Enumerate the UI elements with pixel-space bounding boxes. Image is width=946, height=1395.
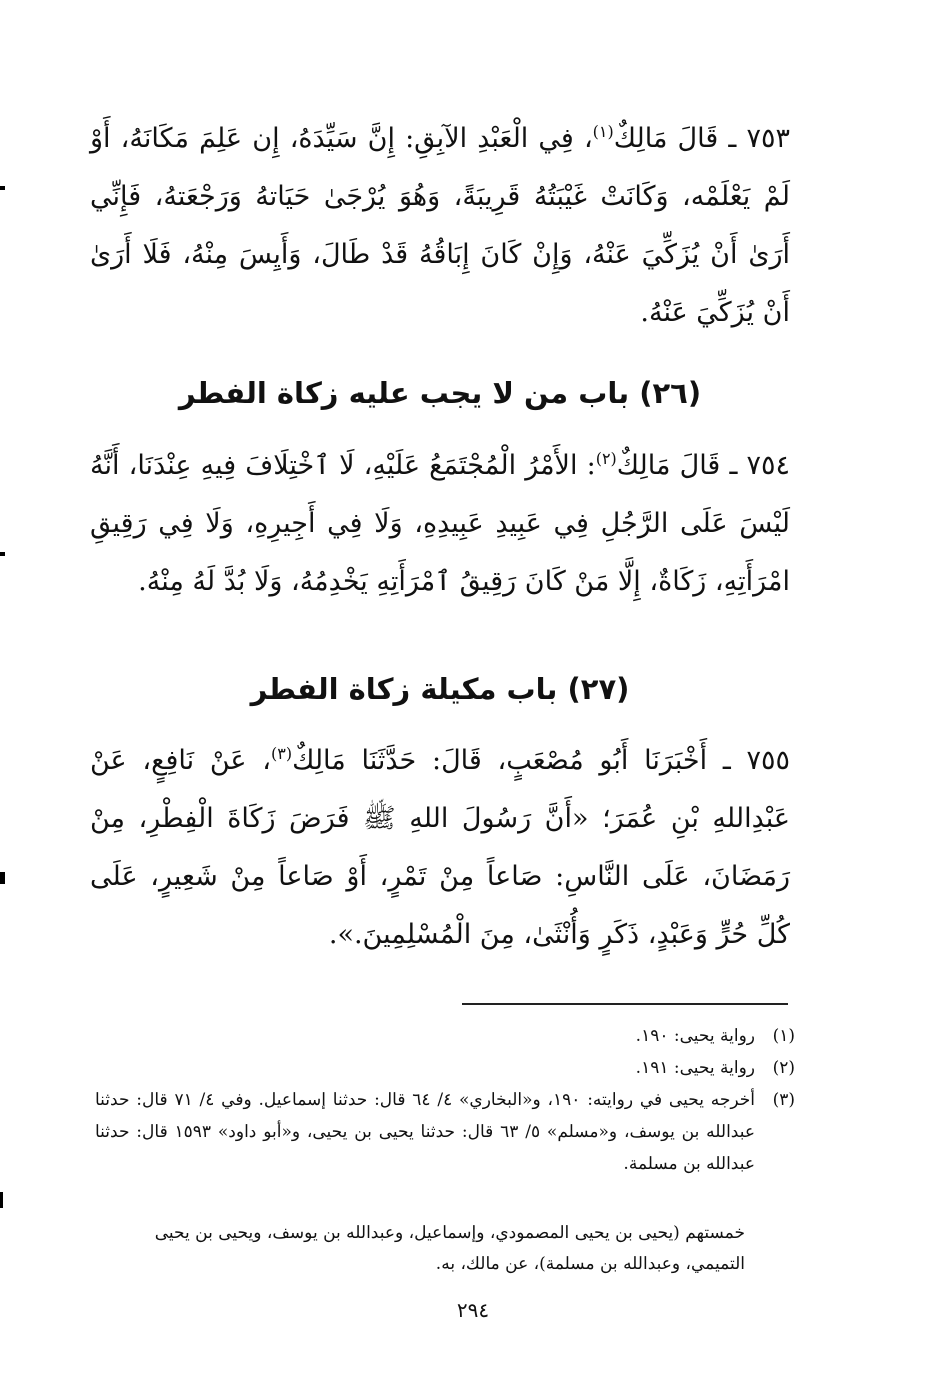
footnote-number: (١): [772, 1026, 795, 1046]
footnote-number: (٢): [772, 1058, 795, 1078]
page-number: ٢٩٤: [456, 1298, 490, 1322]
hadith-text-755: ، عَنْ نَافِعٍ، عَنْ عَبْدِاللهِ بْنِ عُمَرَ؛ «أَنَّ رَسُولَ اللهِ ﷺ فَرَضَ زَكَاةَ الْفِطْرِ، مِنْ رَمَضَانَ، عَلَى النَّاسِ: صَاعاً مِنْ تَمْرٍ، أَوْ صَاعاً مِنْ شَعِيرٍ، عَلَى كُلِّ حُرٍّ وَعَبْدٍ، ذَكَرٍ وَأُنْثَىٰ، مِنَ الْمُسْلِمِينَ.».: [90, 745, 790, 950]
margin-tick: [0, 1192, 3, 1208]
footnote-number: (٣): [772, 1090, 795, 1110]
margin-tick: [0, 552, 5, 556]
hadith-text-753: ، فِي الْعَبْدِ الآبِقِ: إِنَّ سَيِّدَهُ، إِن عَلِمَ مَكَانَهُ، أَوْ لَمْ يَعْلَمْه، وَكَانَتْ غَيْبَتُهُ قَرِيبَةً، وَهُوَ يُرْجَىٰ حَيَاتهُ وَرَجْعَتهُ، فَإِنِّي أَرَىٰ أَنْ يُزَكِّيَ عَنْهُ، وَإِنْ كَانَ إِبَاقُهُ قَدْ طَالَ، وَأَيِسَ مِنْهُ، فَلَا أَرَىٰ أَنْ يُزَكِّيَ عَنْهُ.: [90, 123, 790, 328]
hadith-text-754: : الأَمْرُ الْمُجْتَمَعُ عَلَيْهِ، لَا ٱخْتِلَافَ فِيهِ عِنْدَنَا، أَنَّهُ لَيْسَ عَلَى الرَّجُلِ فِي عَبِيدِ عَبِيدِهِ، وَلَا فِي أَجِيرِهِ، وَلَا فِي رَقِيقِ امْرَأَتِهِ، زَكَاةٌ، إِلَّا مَنْ كَانَ رَقِيقُ ٱمْرَأَتِهِ يَخْدِمُهُ، وَلَا بُدَّ لَهُ مِنْهُ.: [90, 450, 790, 597]
footnote-3-continuation: خمستهم (يحيى بن يحيى المصمودي، وإسماعيل، وعبدالله بن يوسف، ويحيى بن يحيى التميمي، وعبدالله بن مسلمة)، عن مالك، به.: [154, 1223, 745, 1274]
footnotes: [95, 1020, 795, 1180]
hadith-lead-753: ٧٥٣ ـ قَالَ مَالِكٌ: [613, 123, 790, 154]
chapter-heading-26: (٢٦) باب من لا يجب عليه زكاة الفطر: [178, 376, 702, 410]
footnote-1: [95, 1020, 795, 1052]
footnote-ref-1: (١): [592, 122, 614, 141]
paragraph-754: [90, 437, 790, 611]
footnote-2: [95, 1052, 795, 1084]
footnote-text: أخرجه يحيى في روايته: ١٩٠، و«البخاري» ٤/ ٦٤ قال: حدثنا إسماعيل. وفي ٤/ ٧١ قال: حدثنا عبدالله بن يوسف، و«مسلم» ٥/ ٦٣ قال: حدثنا يحيى بن يحيى، و«أبو داود» ١٥٩٣ قال: حدثنا عبدالله بن مسلمة.: [95, 1090, 755, 1174]
footnote-3: [95, 1084, 795, 1180]
footnote-text: رواية يحيى: ١٩١.: [635, 1058, 755, 1078]
footnote-ref-2: (٢): [595, 449, 617, 468]
footnote-text: رواية يحيى: ١٩٠.: [635, 1026, 755, 1046]
hadith-lead-754: ٧٥٤ ـ قَالَ مَالِكٌ: [616, 450, 790, 481]
hadith-lead-755: ٧٥٥ ـ أَخْبَرَنَا أَبُو مُصْعَبٍ، قَالَ: حَدَّثَنَا مَالِكٌ: [292, 745, 790, 776]
chapter-heading-27: (٢٧) باب مكيلة زكاة الفطر: [250, 672, 630, 706]
footnote-ref-3: (٣): [270, 744, 293, 763]
footnote-separator: [462, 1003, 788, 1005]
paragraph-753: [90, 110, 790, 342]
paragraph-755: [90, 732, 790, 964]
margin-tick: [0, 186, 5, 190]
margin-tick: [0, 872, 5, 884]
